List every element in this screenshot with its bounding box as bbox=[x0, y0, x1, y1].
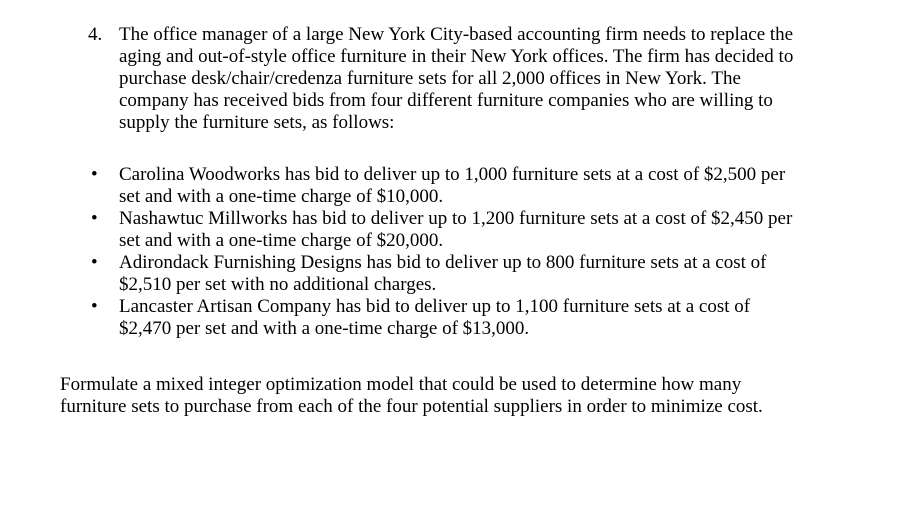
bid-line: set and with a one-time charge of $10,000. bbox=[119, 186, 444, 207]
task-line: furniture sets to purchase from each of the four potential suppliers in order to minimize cost. bbox=[60, 396, 763, 417]
bid-line: Carolina Woodworks has bid to deliver up to 1,000 furniture sets at a cost of $2,500 per bbox=[119, 164, 786, 185]
bid-line: set and with a one-time charge of $20,000. bbox=[119, 230, 444, 251]
bid-line: Nashawtuc Millworks has bid to deliver up to 1,200 furniture sets at a cost of $2,450 per bbox=[119, 208, 793, 229]
bid-line: $2,470 per set and with a one-time charge of $13,000. bbox=[119, 318, 530, 339]
task-line: Formulate a mixed integer optimization model that could be used to determine how many bbox=[60, 374, 742, 395]
bid-line: Lancaster Artisan Company has bid to deliver up to 1,100 furniture sets at a cost of bbox=[119, 296, 751, 317]
bid-line: $2,510 per set with no additional charges. bbox=[119, 274, 437, 295]
intro-line: supply the furniture sets, as follows: bbox=[119, 112, 395, 133]
bullet-icon: • bbox=[91, 208, 98, 229]
bullet-icon: • bbox=[91, 296, 98, 317]
bullet-icon: • bbox=[91, 252, 98, 273]
bid-line: Adirondack Furnishing Designs has bid to deliver up to 800 furniture sets at a cost of bbox=[119, 252, 767, 273]
intro-line: purchase desk/chair/credenza furniture sets for all 2,000 offices in New York. The bbox=[119, 68, 741, 89]
intro-line: The office manager of a large New York City-based accounting firm needs to replace the bbox=[119, 24, 794, 45]
question-number: 4. bbox=[88, 24, 103, 45]
intro-line: company has received bids from four different furniture companies who are willing to bbox=[119, 90, 773, 111]
intro-line: aging and out-of-style office furniture in their New York offices. The firm has decided to bbox=[119, 46, 794, 67]
bullet-icon: • bbox=[91, 164, 98, 185]
